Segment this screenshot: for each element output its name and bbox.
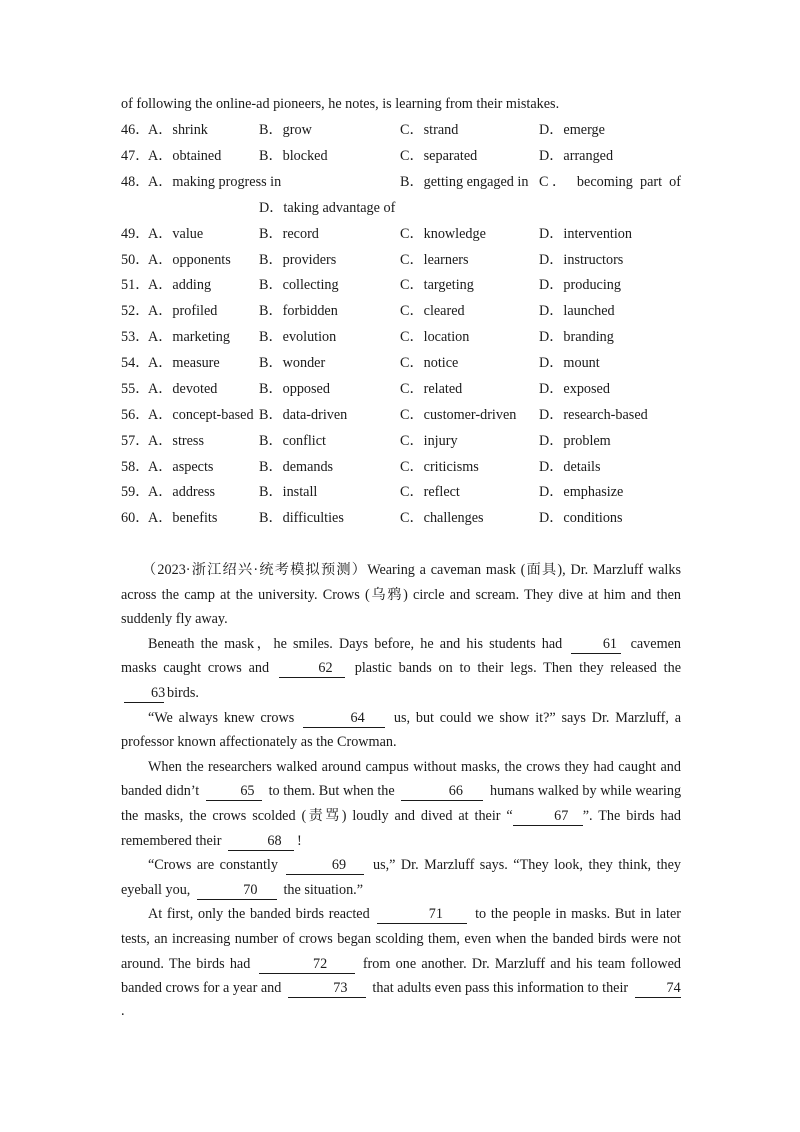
- blank-71[interactable]: 71: [377, 906, 467, 924]
- blank-73[interactable]: 73: [288, 980, 366, 998]
- option-b[interactable]: B．install: [259, 484, 318, 500]
- blank-64[interactable]: 64: [303, 710, 385, 728]
- question-number: 53．: [121, 329, 150, 345]
- blank-69[interactable]: 69: [286, 857, 364, 875]
- option-c[interactable]: C．learners: [400, 252, 469, 268]
- option-d[interactable]: D．intervention: [539, 226, 632, 242]
- option-b[interactable]: B．difficulties: [259, 510, 344, 526]
- blank-72[interactable]: 72: [259, 956, 355, 974]
- option-a[interactable]: A．profiled: [148, 303, 218, 319]
- question-number: 50．: [121, 252, 150, 268]
- option-a[interactable]: A．address: [148, 484, 215, 500]
- paragraph-text: Wearing a caveman mask (面具), Dr. Marzluff walks across the camp at the university. Crows (乌鸦) circle and scream. They dive at him and then suddenly fly away.: [121, 562, 681, 628]
- blank-70[interactable]: 70: [197, 882, 277, 900]
- blank-65[interactable]: 65: [206, 783, 262, 801]
- source-note: （2023·浙江绍兴·统考模拟预测）: [142, 562, 368, 578]
- option-a[interactable]: A．adding: [148, 277, 212, 293]
- option-a[interactable]: A．stress: [148, 433, 204, 449]
- passage-paragraph-2: [121, 632, 681, 706]
- option-b[interactable]: B．demands: [259, 459, 334, 475]
- option-a[interactable]: A．devoted: [148, 381, 218, 397]
- option-c[interactable]: C．notice: [400, 355, 459, 371]
- question-number: 57．: [121, 433, 150, 449]
- question-number: 49．: [121, 226, 150, 242]
- option-b[interactable]: B．record: [259, 226, 319, 242]
- option-b[interactable]: B．conflict: [259, 433, 326, 449]
- cloze-passage: [121, 558, 681, 1001]
- paragraph-text: us,” Dr. Marzluff says. “They look, they think, they eyeball you,: [121, 857, 682, 898]
- paragraph-text: !: [297, 832, 302, 849]
- question-number: 47．: [121, 148, 150, 164]
- question-number: 60．: [121, 510, 150, 526]
- passage-paragraph-1: [121, 558, 681, 632]
- option-d[interactable]: D．details: [539, 459, 601, 475]
- paragraph-text: to them. But when the: [268, 783, 395, 800]
- option-b[interactable]: B．grow: [259, 122, 312, 138]
- option-c[interactable]: C．separated: [400, 148, 478, 164]
- passage-paragraph-4: [121, 755, 681, 853]
- option-a[interactable]: A．concept-based: [148, 407, 254, 423]
- option-a[interactable]: A．making progress in: [148, 174, 282, 190]
- question-number: 59．: [121, 484, 150, 500]
- paragraph-text: birds.: [167, 684, 199, 701]
- option-d[interactable]: D．research-based: [539, 407, 648, 423]
- paragraph-text: from one another. Dr. Marzluff and his team followed banded crows for a year and: [121, 955, 682, 997]
- option-c[interactable]: C．targeting: [400, 277, 474, 293]
- option-d[interactable]: D．branding: [539, 329, 614, 345]
- question-number: 52．: [121, 303, 150, 319]
- paragraph-text: that adults even pass this information to their: [372, 980, 629, 997]
- question-number: 55．: [121, 381, 150, 397]
- option-a[interactable]: A．opponents: [148, 252, 231, 268]
- paragraph-text: When the researchers walked around campus without masks, the crows they had caught and banded didn’t: [121, 758, 681, 800]
- option-a[interactable]: A．shrink: [148, 122, 208, 138]
- option-d[interactable]: D．taking advantage of: [259, 200, 396, 216]
- option-b[interactable]: B．data-driven: [259, 407, 348, 423]
- option-c[interactable]: C．reflect: [400, 484, 460, 500]
- question-number: 54．: [121, 355, 150, 371]
- option-a[interactable]: A．measure: [148, 355, 220, 371]
- paragraph-text: ”. The birds had remembered their: [121, 807, 681, 849]
- option-a[interactable]: A．obtained: [148, 148, 222, 164]
- paragraph-text: the situation.”: [283, 881, 364, 898]
- option-d[interactable]: D．instructors: [539, 252, 624, 268]
- question-number: 48．: [121, 174, 150, 190]
- option-b[interactable]: B．providers: [259, 252, 337, 268]
- paragraph-text: humans walked by while wearing the masks, the crows scolded (责骂) loudly and dived at their “: [121, 783, 682, 824]
- option-b[interactable]: B．opposed: [259, 381, 330, 397]
- option-c[interactable]: C．location: [400, 329, 470, 345]
- blank-62[interactable]: 62: [279, 660, 345, 678]
- question-number: 56．: [121, 407, 150, 423]
- option-c[interactable]: C．knowledge: [400, 226, 486, 242]
- paragraph-text: plastic bands on to their legs. Then they released the: [354, 660, 682, 677]
- option-d[interactable]: D．problem: [539, 433, 611, 449]
- option-d[interactable]: D．emphasize: [539, 484, 624, 500]
- trailing-period: .: [121, 1003, 125, 1019]
- option-c[interactable]: C．criticisms: [400, 459, 479, 475]
- blank-68[interactable]: 68: [228, 833, 294, 851]
- paragraph-text: us, but could we show it?” says Dr. Marzluff, a professor known affectionately as the Crowman.: [121, 709, 682, 751]
- passage-paragraph-5: [121, 853, 681, 902]
- option-d[interactable]: D．launched: [539, 303, 615, 319]
- question-number: 51．: [121, 277, 150, 293]
- option-d[interactable]: D．producing: [539, 277, 621, 293]
- option-b[interactable]: B．wonder: [259, 355, 326, 371]
- paragraph-text: cavemen masks caught crows and: [121, 635, 681, 677]
- option-c[interactable]: C．strand: [400, 122, 459, 138]
- option-b[interactable]: B．getting engaged in: [400, 174, 529, 190]
- blank-74[interactable]: 74: [635, 980, 681, 998]
- option-d[interactable]: D．exposed: [539, 381, 610, 397]
- option-d[interactable]: D．emerge: [539, 122, 605, 138]
- option-c[interactable]: C． becoming part of: [539, 174, 681, 190]
- intro-line: of following the online-ad pioneers, he notes, is learning from their mistakes.: [121, 96, 560, 112]
- option-a[interactable]: A．value: [148, 226, 204, 242]
- blank-63[interactable]: 63: [124, 685, 164, 703]
- paragraph-text: “We always knew crows: [148, 709, 295, 726]
- question-number: 46．: [121, 122, 150, 138]
- option-b[interactable]: B．evolution: [259, 329, 337, 345]
- paragraph-text: “Crows are constantly: [148, 857, 278, 874]
- blank-67[interactable]: 67: [513, 808, 583, 826]
- option-b[interactable]: B．blocked: [259, 148, 328, 164]
- option-a[interactable]: A．benefits: [148, 510, 218, 526]
- paragraph-text: At first, only the banded birds reacted: [148, 906, 370, 923]
- option-b[interactable]: B．forbidden: [259, 303, 338, 319]
- option-c[interactable]: C．injury: [400, 433, 458, 449]
- option-d[interactable]: D．conditions: [539, 510, 623, 526]
- blank-61[interactable]: 61: [571, 636, 621, 654]
- option-d[interactable]: D．mount: [539, 355, 600, 371]
- blank-66[interactable]: 66: [401, 783, 483, 801]
- option-a[interactable]: A．aspects: [148, 459, 214, 475]
- option-d[interactable]: D．arranged: [539, 148, 614, 164]
- option-c[interactable]: C．customer-driven: [400, 407, 517, 423]
- option-c[interactable]: C．cleared: [400, 303, 465, 319]
- option-c[interactable]: C．challenges: [400, 510, 484, 526]
- question-number: 58．: [121, 459, 150, 475]
- passage-paragraph-3: [121, 706, 681, 755]
- paragraph-text: to the people in masks. But in later tests, an increasing number of crows began scolding them, even when the banded birds were not around. The birds had: [121, 906, 682, 972]
- passage-paragraph-6: [121, 902, 681, 1000]
- paragraph-text: Beneath the mask，he smiles. Days before, he and his students had: [148, 635, 563, 652]
- option-b[interactable]: B．collecting: [259, 277, 339, 293]
- option-a[interactable]: A．marketing: [148, 329, 230, 345]
- option-c[interactable]: C．related: [400, 381, 463, 397]
